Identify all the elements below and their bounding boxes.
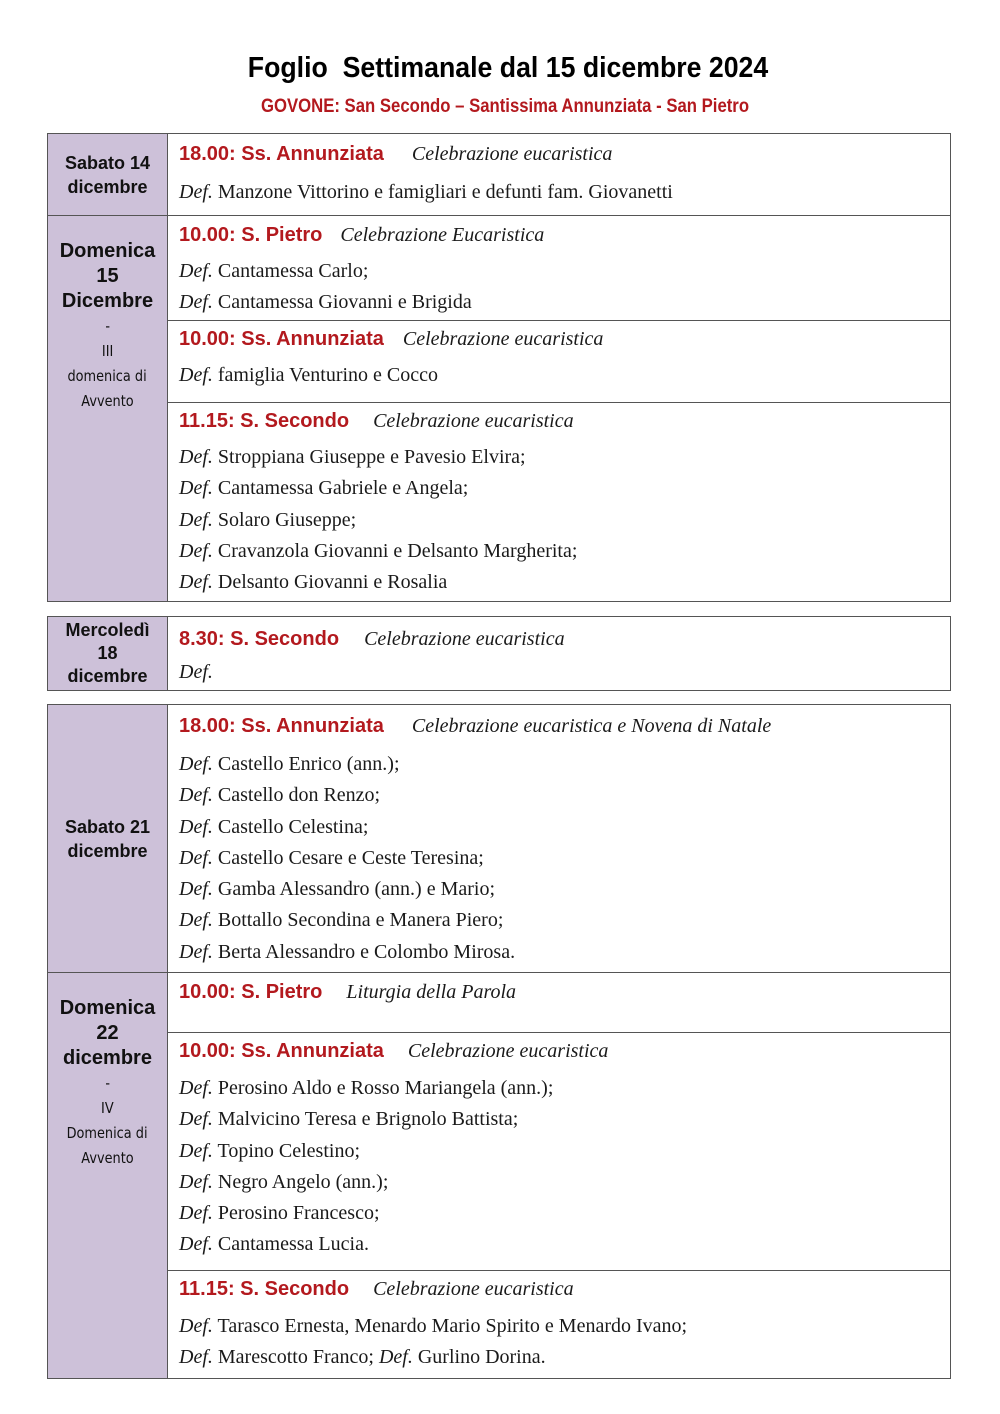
day-note: - <box>105 317 110 335</box>
intention-line: Def. Delsanto Giovanni e Rosalia <box>179 571 448 594</box>
day-note: Avvento <box>81 392 134 410</box>
day-label: dicembre <box>63 1047 152 1069</box>
mass-time-place: 11.15: S. Secondo <box>179 410 350 432</box>
day-label: dicembre <box>67 666 148 686</box>
intention-line: Def. Castello Celestina; <box>179 815 369 838</box>
mass-block <box>168 403 950 601</box>
mass-type: Liturgia della Parola <box>346 981 517 1003</box>
intention-line: Def. Malvicino Teresa e Brignolo Battista; <box>179 1108 519 1131</box>
mass-time-place: 11.15: S. Secondo <box>179 1278 350 1300</box>
day-note: IV <box>101 1099 114 1117</box>
mass-block <box>168 973 950 1033</box>
day-label: Domenica <box>59 240 156 262</box>
mass-time-place: 18.00: Ss. Annunziata <box>179 715 384 737</box>
day-label: dicembre <box>67 840 148 861</box>
intention-line: Def. Castello Enrico (ann.); <box>179 753 400 775</box>
intention-line: Def. Castello Cesare e Ceste Teresina; <box>179 846 484 869</box>
mass-block <box>168 1271 950 1378</box>
intention-line: Def. Gamba Alessandro (ann.) e Mario; <box>179 878 496 901</box>
mass-block <box>168 1033 950 1271</box>
day-label: Dicembre <box>61 290 154 312</box>
day-label: dicembre <box>67 176 148 197</box>
mass-type: Celebrazione eucaristica <box>373 1278 574 1300</box>
page-title: Foglio Settimanale dal 15 dicembre 2024 <box>247 52 769 84</box>
page-subtitle <box>61 96 950 118</box>
mass-header <box>179 1278 574 1301</box>
mass-header <box>179 715 771 738</box>
intention-line: Def. Negro Angelo (ann.); <box>179 1170 389 1193</box>
day-label: 15 <box>96 265 119 287</box>
mass-type: Celebrazione eucaristica <box>402 328 604 350</box>
mass-time-place: 10.00: Ss. Annunziata <box>179 328 384 350</box>
schedule-table-week2 <box>47 704 951 1379</box>
mass-block <box>168 134 950 216</box>
day-label: Sabato 21 <box>64 816 151 837</box>
mass-block <box>168 216 950 321</box>
intention-line: Def. Perosino Francesco; <box>179 1202 380 1225</box>
day-cell-domenica-22 <box>48 973 168 1378</box>
mass-header <box>179 981 516 1004</box>
intention-line: Def. Cantamessa Gabriele e Angela; <box>179 477 469 500</box>
day-label: Mercoledì <box>65 620 150 640</box>
mass-type: Celebrazione eucaristica <box>364 628 565 650</box>
day-note: Domenica di <box>67 1124 148 1142</box>
intention-line: Def. Cantamessa Lucia. <box>179 1233 369 1256</box>
day-cell-sabato-14 <box>48 134 168 216</box>
subtitle-churches: : San Secondo – Santissima Annunziata - San Pietro <box>334 96 750 117</box>
mass-block <box>168 705 950 973</box>
intention-line: Def. <box>179 661 213 683</box>
mass-type: Celebrazione eucaristica <box>411 143 613 165</box>
day-cell-mercoledi-18 <box>48 617 168 690</box>
day-note: Avvento <box>81 1149 134 1167</box>
day-note: - <box>105 1074 110 1092</box>
mass-time-place: 10.00: S. Pietro <box>179 981 323 1003</box>
intention-line: Def. Tarasco Ernesta, Menardo Mario Spirito e Menardo Ivano; <box>179 1315 688 1337</box>
mass-type: Celebrazione eucaristica e Novena di Natale <box>411 715 772 737</box>
mass-type: Celebrazione eucaristica <box>407 1040 609 1062</box>
day-note: III <box>101 342 114 360</box>
intention-line: Def. Cantamessa Carlo; <box>179 260 369 282</box>
intention-line: Def. Perosino Aldo e Rosso Mariangela (ann.); <box>179 1077 554 1099</box>
intention-line: Def. Castello don Renzo; <box>179 784 381 807</box>
mass-type: Celebrazione eucaristica <box>373 410 574 432</box>
subtitle-place: GOVONE <box>260 96 335 117</box>
mass-time-place: 10.00: S. Pietro <box>179 224 323 246</box>
intention-line: Def. Manzone Vittorino e famigliari e defunti fam. Giovanetti <box>179 181 673 203</box>
mass-type: Celebrazione Eucaristica <box>340 224 545 246</box>
intention-line: Def. Solaro Giuseppe; <box>179 508 357 531</box>
day-cell-domenica-15 <box>48 216 168 601</box>
day-label: 22 <box>96 1022 119 1044</box>
day-label: 18 <box>97 643 118 663</box>
mass-block <box>168 617 950 690</box>
schedule-table-midweek <box>47 616 951 691</box>
intention-line: Def. Topino Celestino; <box>179 1139 361 1162</box>
mass-header <box>179 224 544 247</box>
intention-line: Def. famiglia Venturino e Cocco <box>179 364 439 386</box>
mass-time-place: 10.00: Ss. Annunziata <box>179 1040 384 1062</box>
mass-time-place: 18.00: Ss. Annunziata <box>179 143 384 165</box>
mass-header <box>179 410 574 433</box>
day-label: Sabato 14 <box>64 152 151 173</box>
day-cell-sabato-21 <box>48 705 168 973</box>
intention-line: Def. Marescotto Franco; Def. Gurlino Dorina. <box>179 1346 546 1369</box>
intention-line: Def. Cravanzola Giovanni e Delsanto Margherita; <box>179 539 578 562</box>
schedule-table-week1 <box>47 133 951 602</box>
mass-header <box>179 143 612 166</box>
day-note: domenica di <box>67 367 148 385</box>
intention-line: Def. Berta Alessandro e Colombo Mirosa. <box>179 940 516 963</box>
mass-header <box>179 1040 608 1063</box>
intention-line: Def. Bottallo Secondina e Manera Piero; <box>179 909 504 932</box>
mass-time-place: 8.30: S. Secondo <box>179 628 340 650</box>
mass-block <box>168 321 950 403</box>
intention-line: Def. Cantamessa Giovanni e Brigida <box>179 291 472 314</box>
mass-header <box>179 628 565 651</box>
mass-header <box>179 328 603 351</box>
day-label: Domenica <box>59 997 156 1019</box>
intention-line: Def. Stroppiana Giuseppe e Pavesio Elvira; <box>179 446 526 468</box>
